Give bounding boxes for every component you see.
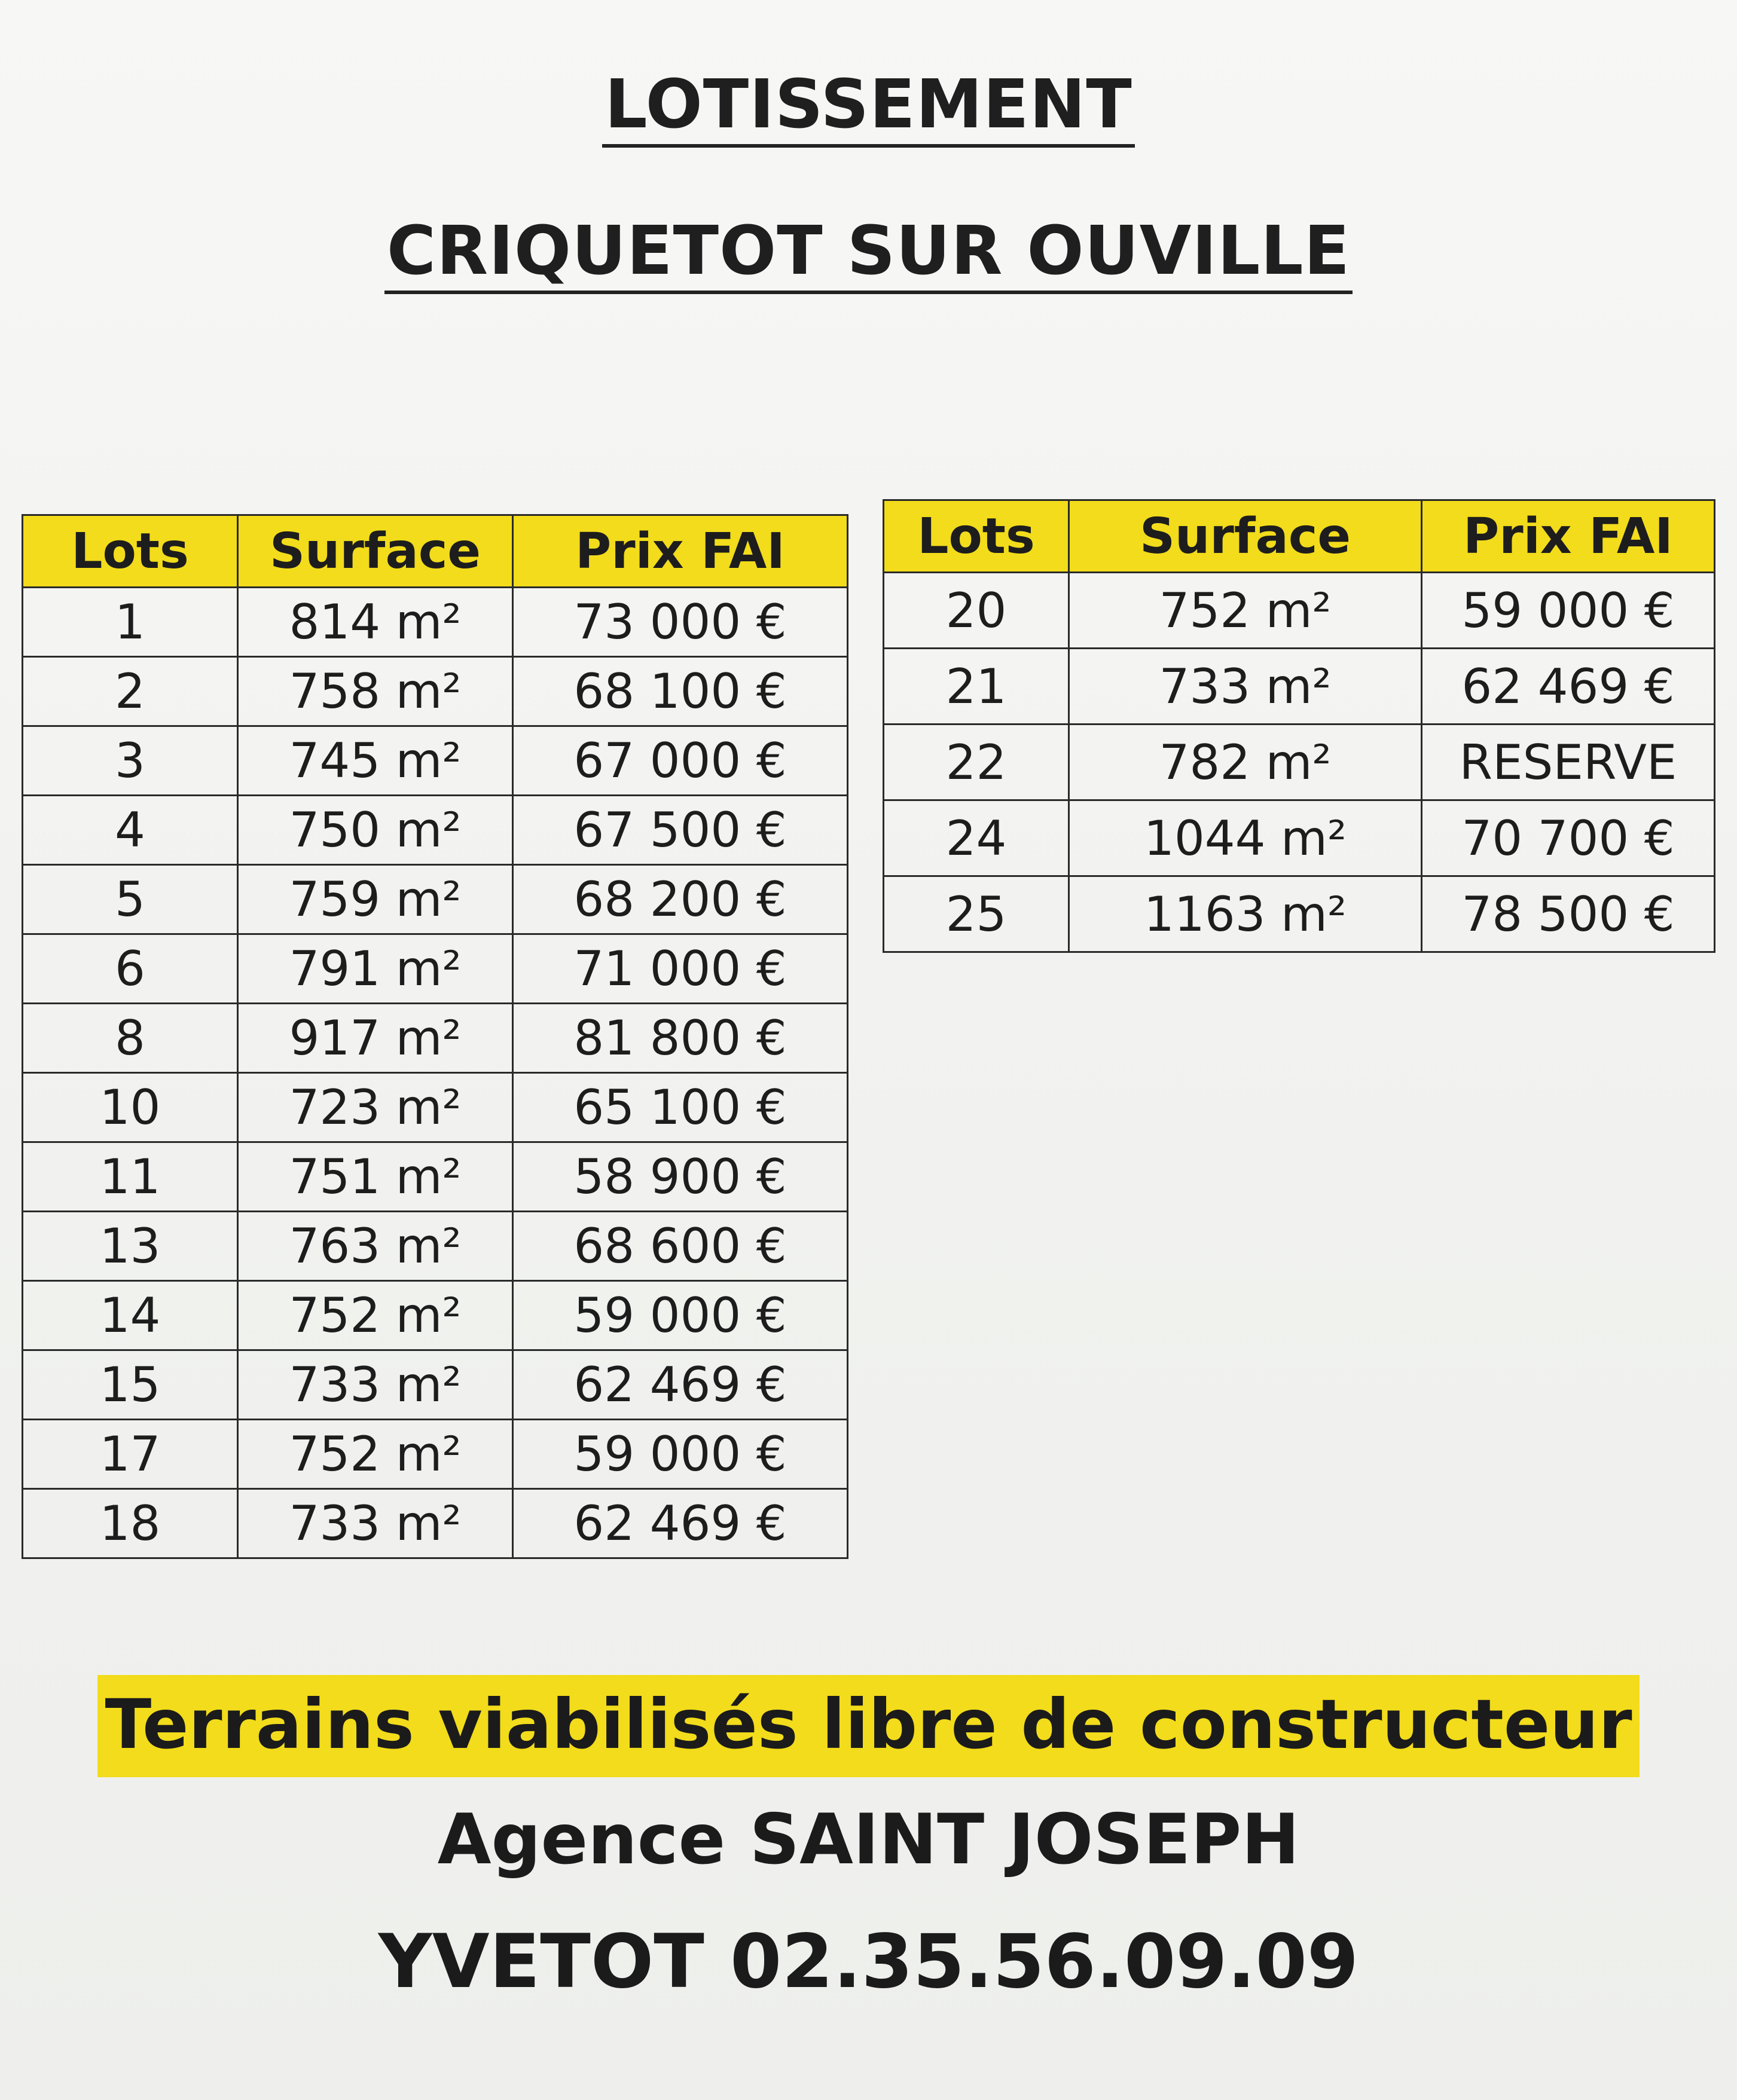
table-row [23, 865, 848, 934]
header-surface: Surface [1069, 500, 1422, 573]
cell-lot: 2 [23, 657, 238, 726]
document-subtitle [0, 212, 1737, 294]
cell-price: 68 200 € [513, 865, 848, 934]
cell-surface: 733 m² [238, 1489, 513, 1558]
table-row [23, 726, 848, 796]
agency-name: Agence SAINT JOSEPH [437, 1799, 1300, 1880]
cell-lot: 3 [23, 726, 238, 796]
cell-price: 73 000 € [513, 588, 848, 657]
cell-price: 71 000 € [513, 934, 848, 1004]
cell-lot: 11 [23, 1142, 238, 1212]
cell-lot: 20 [884, 573, 1069, 649]
cell-surface: 1044 m² [1069, 800, 1422, 876]
cell-surface: 759 m² [238, 865, 513, 934]
cell-price: RESERVE [1422, 725, 1715, 800]
table-row [884, 725, 1715, 800]
table-header-row [23, 515, 848, 588]
cell-surface: 752 m² [1069, 573, 1422, 649]
table-row [23, 1073, 848, 1142]
cell-lot: 25 [884, 876, 1069, 952]
header-price: Prix FAI [513, 515, 848, 588]
cell-price: 59 000 € [513, 1281, 848, 1350]
table-row [23, 1420, 848, 1489]
cell-price: 81 800 € [513, 1004, 848, 1073]
cell-lot: 14 [23, 1281, 238, 1350]
cell-lot: 13 [23, 1212, 238, 1281]
cell-surface: 782 m² [1069, 725, 1422, 800]
table-row [23, 588, 848, 657]
table-row [884, 876, 1715, 952]
table-row [884, 649, 1715, 725]
cell-price: 62 469 € [513, 1350, 848, 1420]
lots-table-left-body [23, 588, 848, 1558]
table-row [23, 796, 848, 865]
cell-surface: 917 m² [238, 1004, 513, 1073]
cell-price: 62 469 € [513, 1489, 848, 1558]
cell-price: 59 000 € [513, 1420, 848, 1489]
cell-lot: 5 [23, 865, 238, 934]
table-row [23, 657, 848, 726]
cell-surface: 752 m² [238, 1420, 513, 1489]
table-row [23, 934, 848, 1004]
table-row [23, 1004, 848, 1073]
cell-surface: 791 m² [238, 934, 513, 1004]
cell-lot: 17 [23, 1420, 238, 1489]
lots-table-left [22, 514, 848, 1559]
cell-price: 67 000 € [513, 726, 848, 796]
cell-price: 78 500 € [1422, 876, 1715, 952]
cell-surface: 723 m² [238, 1073, 513, 1142]
cell-surface: 745 m² [238, 726, 513, 796]
cell-price: 68 100 € [513, 657, 848, 726]
cell-surface: 733 m² [1069, 649, 1422, 725]
cell-lot: 6 [23, 934, 238, 1004]
cell-price: 70 700 € [1422, 800, 1715, 876]
tagline-highlight: Terrains viabilisés libre de constructeur [97, 1675, 1639, 1777]
header-lots: Lots [884, 500, 1069, 573]
tagline [0, 1675, 1737, 1777]
lots-table-right-body [884, 573, 1715, 952]
agency-contact: YVETOT 02.35.56.09.09 [378, 1919, 1359, 2005]
table-row [23, 1350, 848, 1420]
header-price: Prix FAI [1422, 500, 1715, 573]
cell-price: 68 600 € [513, 1212, 848, 1281]
title-lotissement: LOTISSEMENT [602, 70, 1135, 148]
cell-price: 58 900 € [513, 1142, 848, 1212]
cell-lot: 18 [23, 1489, 238, 1558]
table-header-row [884, 500, 1715, 573]
header-lots: Lots [23, 515, 238, 588]
cell-surface: 1163 m² [1069, 876, 1422, 952]
cell-lot: 21 [884, 649, 1069, 725]
cell-lot: 4 [23, 796, 238, 865]
cell-surface: 733 m² [238, 1350, 513, 1420]
cell-price: 65 100 € [513, 1073, 848, 1142]
cell-price: 62 469 € [1422, 649, 1715, 725]
cell-price: 67 500 € [513, 796, 848, 865]
cell-surface: 751 m² [238, 1142, 513, 1212]
table-row [23, 1212, 848, 1281]
table-row [23, 1489, 848, 1558]
cell-surface: 758 m² [238, 657, 513, 726]
cell-surface: 752 m² [238, 1281, 513, 1350]
table-row [884, 800, 1715, 876]
table-row [23, 1281, 848, 1350]
cell-surface: 763 m² [238, 1212, 513, 1281]
document-title [0, 66, 1737, 148]
cell-lot: 15 [23, 1350, 238, 1420]
cell-lot: 8 [23, 1004, 238, 1073]
cell-lot: 10 [23, 1073, 238, 1142]
cell-surface: 814 m² [238, 588, 513, 657]
header-surface: Surface [238, 515, 513, 588]
cell-price: 59 000 € [1422, 573, 1715, 649]
cell-surface: 750 m² [238, 796, 513, 865]
cell-lot: 1 [23, 588, 238, 657]
lots-table-right [883, 499, 1715, 953]
title-location: CRIQUETOT SUR OUVILLE [384, 216, 1353, 294]
cell-lot: 22 [884, 725, 1069, 800]
table-row [23, 1142, 848, 1212]
table-row [884, 573, 1715, 649]
cell-lot: 24 [884, 800, 1069, 876]
